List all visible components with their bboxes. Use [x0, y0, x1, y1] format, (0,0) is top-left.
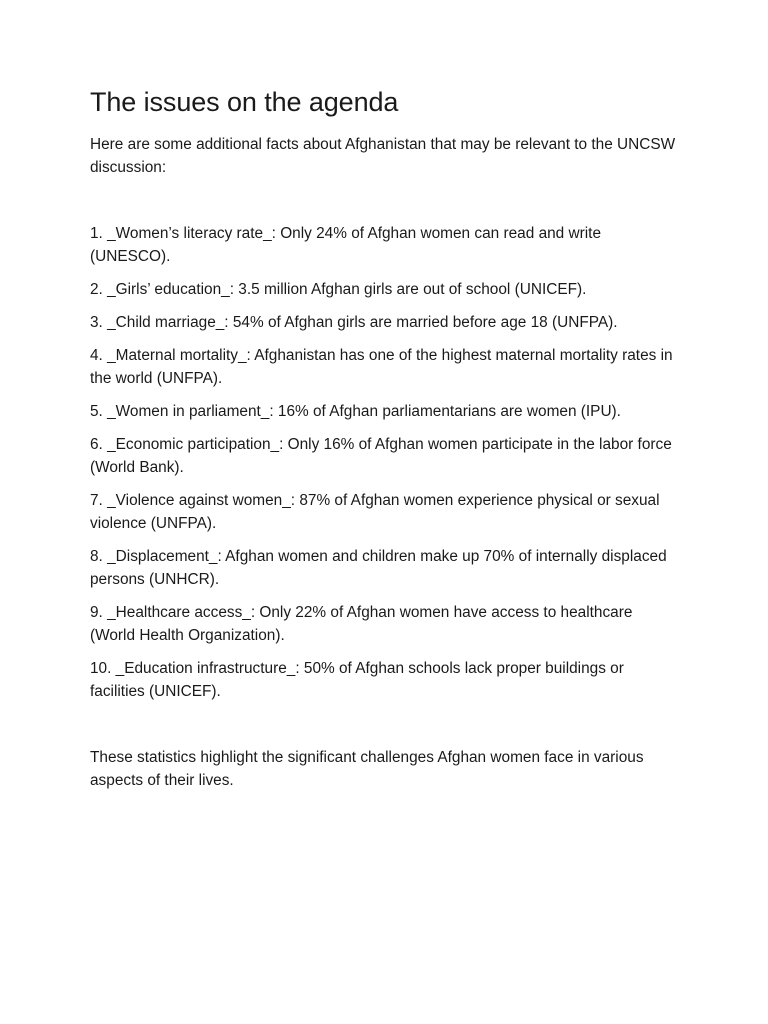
list-item: 7. _Violence against women_: 87% of Afghan women experience physical or sexual violence (UNFPA). [90, 492, 660, 532]
list-item: 10. _Education infrastructure_: 50% of Afghan schools lack proper buildings or facilities (UNICEF). [90, 660, 624, 700]
list-item: 1. _Women’s literacy rate_: Only 24% of Afghan women can read and write (UNESCO). [90, 225, 602, 265]
list-item: 9. _Healthcare access_: Only 22% of Afghan women have access to healthcare (World Health Organization). [90, 604, 633, 644]
facts-list [90, 222, 678, 703]
list-item: 2. _Girls’ education_: 3.5 million Afghan girls are out of school (UNICEF). [90, 281, 587, 298]
list-item: 3. _Child marriage_: 54% of Afghan girls are married before age 18 (UNFPA). [90, 314, 618, 331]
list-item: 5. _Women in parliament_: 16% of Afghan parliamentarians are women (IPU). [90, 403, 621, 420]
list-item: 8. _Displacement_: Afghan women and children make up 70% of internally displaced persons (UNHCR). [90, 548, 667, 588]
intro-paragraph: Here are some additional facts about Afghanistan that may be relevant to the UNCSW discussion: [90, 136, 676, 176]
list-item: 6. _Economic participation_: Only 16% of Afghan women participate in the labor force (World Bank). [90, 436, 672, 476]
closing-paragraph: These statistics highlight the significant challenges Afghan women face in various aspects of their lives. [90, 749, 644, 789]
list-item: 4. _Maternal mortality_: Afghanistan has one of the highest maternal mortality rates in the world (UNFPA). [90, 347, 673, 387]
page-title: The issues on the agenda [90, 87, 399, 117]
